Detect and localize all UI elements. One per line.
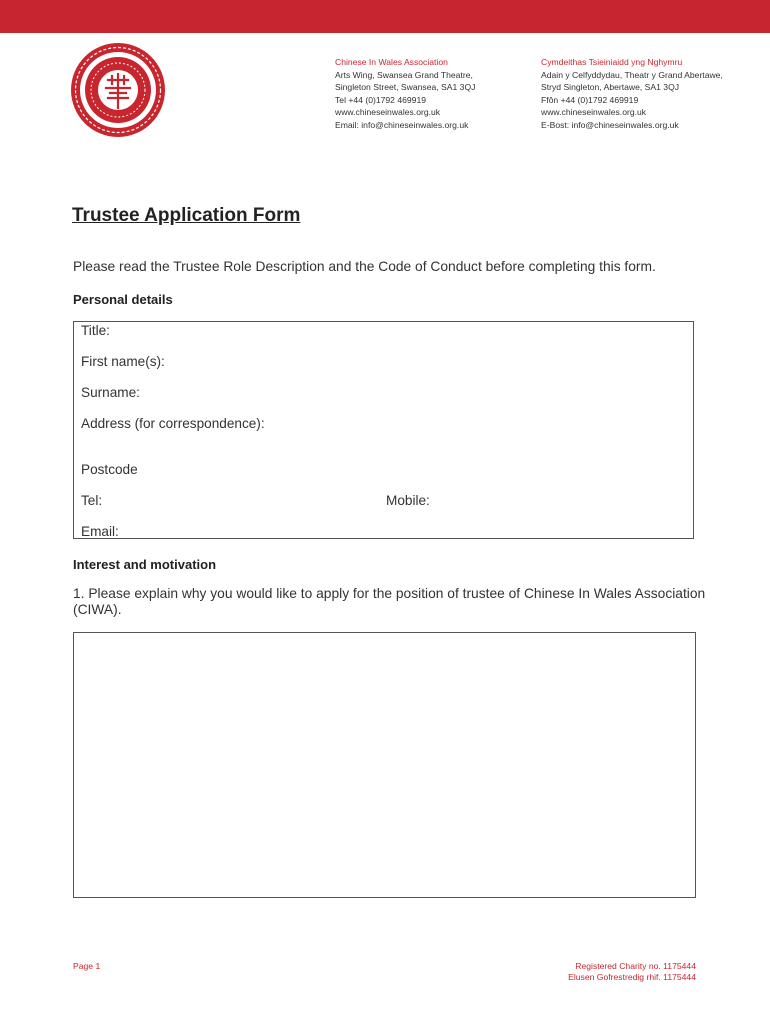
answer-box-question-1[interactable]	[73, 632, 696, 898]
address-field[interactable]: Address (for correspondence):	[81, 416, 265, 431]
postcode-field[interactable]: Postcode	[81, 462, 138, 477]
charity-number-welsh: Elusen Gofrestredig rhif. 1175444	[568, 972, 696, 982]
address-block-english	[335, 56, 475, 132]
email-link-welsh[interactable]: E-Bost: info@chineseinwales.org.uk	[541, 119, 679, 130]
tel-field[interactable]: Tel:	[81, 493, 103, 508]
first-name-field[interactable]: First name(s):	[81, 354, 165, 369]
address-line-1-welsh: Adain y Celfyddydau, Theatr y Grand Abertawe,	[541, 69, 723, 80]
address-block-welsh	[541, 56, 723, 132]
header-color-bar	[0, 0, 770, 33]
personal-details-box	[73, 321, 694, 539]
mobile-field[interactable]: Mobile:	[386, 493, 430, 508]
org-name-english: Chinese In Wales Association	[335, 57, 448, 67]
form-title: Trustee Application Form	[72, 205, 301, 226]
question-1: 1. Please explain why you would like to apply for the position of trustee of Chinese In Wales Association (CIWA).	[73, 586, 706, 617]
surname-field[interactable]: Surname:	[81, 385, 140, 400]
chinese-character-seal-logo-icon	[70, 42, 166, 138]
telephone-welsh: Ffôn +44 (0)1792 469919	[541, 94, 639, 105]
personal-details-heading: Personal details	[73, 292, 173, 307]
charity-number	[568, 961, 696, 983]
address-line-2: Singleton Street, Swansea, SA1 3QJ	[335, 82, 476, 93]
interest-motivation-heading: Interest and motivation	[73, 557, 217, 572]
website-link[interactable]: www.chineseinwales.org.uk	[335, 107, 441, 118]
website-link-welsh[interactable]: www.chineseinwales.org.uk	[541, 107, 647, 118]
page-number: Page 1	[73, 961, 101, 971]
form-intro: Please read the Trustee Role Description and the Code of Conduct before completing this form.	[73, 259, 656, 274]
address-line-1: Arts Wing, Swansea Grand Theatre,	[335, 69, 473, 80]
email-field[interactable]: Email:	[81, 524, 119, 539]
address-line-2-welsh: Stryd Singleton, Abertawe, SA1 3QJ	[541, 82, 680, 93]
charity-number-english: Registered Charity no. 1175444	[575, 961, 696, 971]
email-link[interactable]: Email: info@chineseinwales.org.uk	[335, 119, 469, 130]
org-name-welsh: Cymdeithas Tsieiniaidd yng Nghymru	[541, 57, 683, 67]
telephone: Tel +44 (0)1792 469919	[335, 94, 427, 105]
title-field[interactable]: Title:	[81, 323, 110, 338]
